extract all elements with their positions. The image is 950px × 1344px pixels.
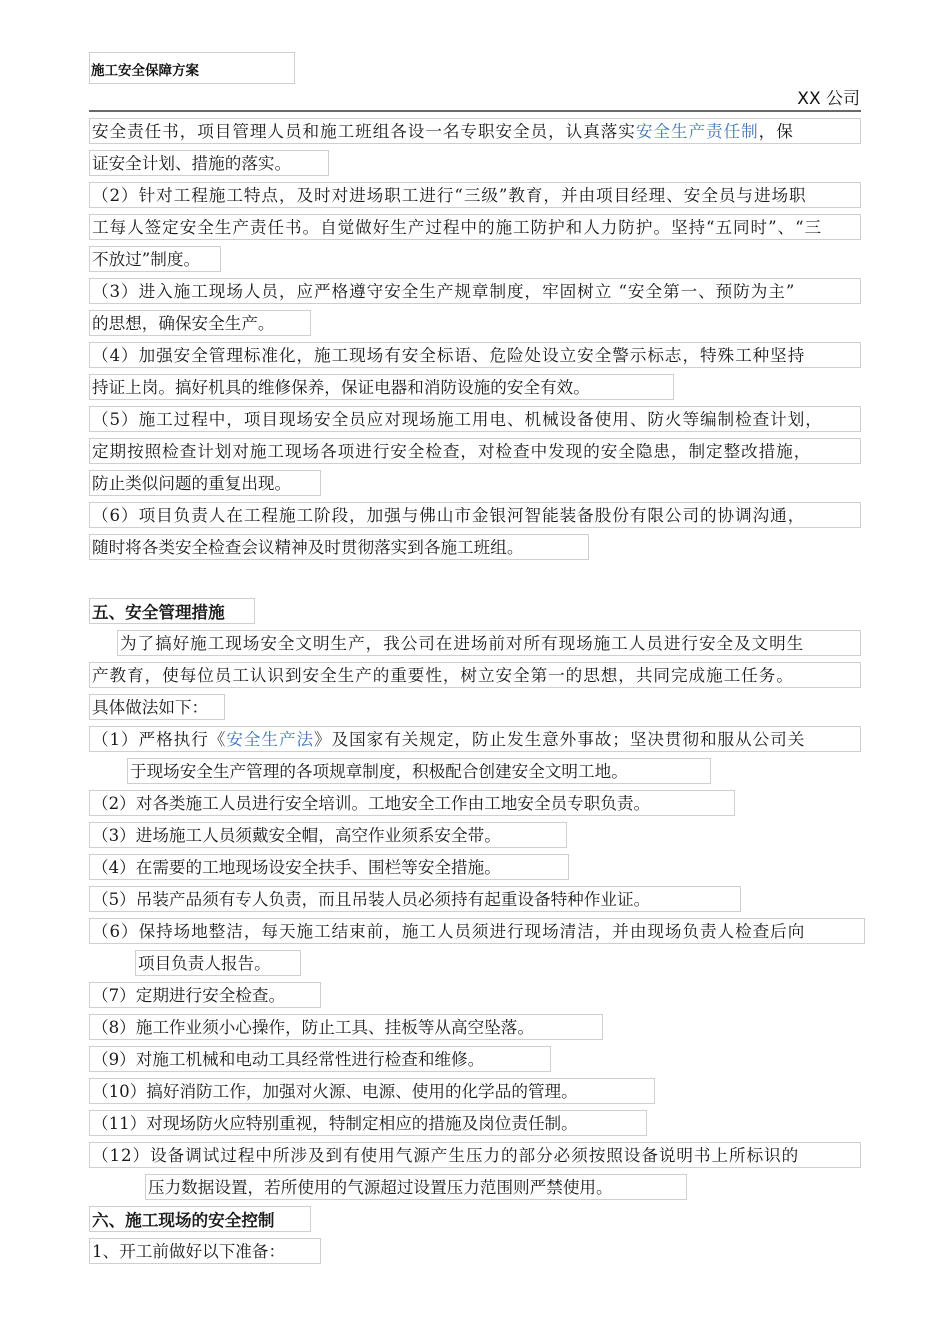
measure-item: （10）搞好消防工作，加强对火源、电源、使用的化学品的管理。: [89, 1078, 655, 1104]
list-item-continuation: 不放过”制度。: [89, 246, 221, 272]
measure-item: （12）设备调试过程中所涉及到有使用气源产生压力的部分必须按照设备说明书上所标识的: [89, 1142, 861, 1168]
header-rule: [89, 110, 861, 112]
list-item: （6）项目负责人在工程施工阶段，加强与佛山市金银河智能装备股份有限公司的协调沟通，: [89, 502, 861, 528]
list-item-continuation: 持证上岗。搞好机具的维修保养，保证电器和消防设施的安全有效。: [89, 374, 674, 400]
measure-item: （7）定期进行安全检查。: [89, 982, 321, 1008]
list-item-continuation: 工每人签定安全生产责任书。自觉做好生产过程中的施工防护和人力防护。坚持“五同时”、“三: [89, 214, 861, 240]
paragraph-line: 证安全计划、措施的落实。: [89, 150, 329, 176]
intro-line: 为了搞好施工现场安全文明生产，我公司在进场前对所有现场施工人员进行安全及文明生: [117, 630, 861, 656]
measure-item: （6）保持场地整洁，每天施工结束前，施工人员须进行现场清洁，并由现场负责人检查后向: [89, 918, 865, 944]
list-item-continuation: 防止类似问题的重复出现。: [89, 470, 321, 496]
measure-item: （2）对各类施工人员进行安全培训。工地安全工作由工地安全员专职负责。: [89, 790, 735, 816]
section-heading-6: 六、施工现场的安全控制: [89, 1206, 311, 1232]
header-company: XX 公司: [797, 89, 860, 109]
measure-item-continuation: 项目负责人报告。: [135, 950, 301, 976]
measure-item: （9）对施工机械和电动工具经常性进行检查和维修。: [89, 1046, 551, 1072]
section-6-item-1: 1、开工前做好以下准备：: [89, 1238, 321, 1264]
link-safety-production-law[interactable]: 安全生产法: [226, 730, 315, 749]
list-item-continuation: 定期按照检查计划对施工现场各项进行安全检查，对检查中发现的安全隐患，制定整改措施，: [89, 438, 861, 464]
list-item: （3）进入施工现场人员，应严格遵守安全生产规章制度，牢固树立 “安全第一、预防为主”: [89, 278, 861, 304]
section-heading-5: 五、安全管理措施: [89, 598, 255, 624]
measure-item: （5）吊装产品须有专人负责，而且吊装人员必须持有起重设备特种作业证。: [89, 886, 741, 912]
paragraph-line: 安全责任书，项目管理人员和施工班组各设一名专职安全员，认真落实安全生产责任制，保: [89, 118, 861, 144]
list-item: （4）加强安全管理标准化，施工现场有安全标语、危险处设立安全警示标志，特殊工种坚持: [89, 342, 861, 368]
measure-item-continuation: 压力数据设置，若所使用的气源超过设置压力范围则严禁使用。: [145, 1174, 687, 1200]
intro-line: 具体做法如下：: [89, 694, 225, 720]
measure-item: （3）进场施工人员须戴安全帽，高空作业须系安全带。: [89, 822, 567, 848]
intro-line: 产教育，使每位员工认识到安全生产的重要性，树立安全第一的思想，共同完成施工任务。: [89, 662, 861, 688]
measure-item: （8）施工作业须小心操作，防止工具、挂板等从高空坠落。: [89, 1014, 603, 1040]
list-item-continuation: 的思想，确保安全生产。: [89, 310, 311, 336]
header-doc-title: 施工安全保障方案: [89, 52, 295, 84]
measure-item: （4）在需要的工地现场设安全扶手、围栏等安全措施。: [89, 854, 569, 880]
list-item: （2）针对工程施工特点，及时对进场职工进行“三级”教育，并由项目经理、安全员与进场职: [89, 182, 861, 208]
list-item-continuation: 随时将各类安全检查会议精神及时贯彻落实到各施工班组。: [89, 534, 589, 560]
measure-item-1-continuation: 于现场安全生产管理的各项规章制度，积极配合创建安全文明工地。: [127, 758, 711, 784]
link-safety-responsibility-system[interactable]: 安全生产责任制: [635, 122, 759, 141]
measure-item: （11）对现场防火应特别重视，特制定相应的措施及岗位责任制。: [89, 1110, 647, 1136]
list-item: （5）施工过程中，项目现场安全员应对现场施工用电、机械设备使用、防火等编制检查计划，: [89, 406, 861, 432]
measure-item-1: （1）严格执行《安全生产法》及国家有关规定，防止发生意外事故；坚决贯彻和服从公司关: [89, 726, 861, 752]
